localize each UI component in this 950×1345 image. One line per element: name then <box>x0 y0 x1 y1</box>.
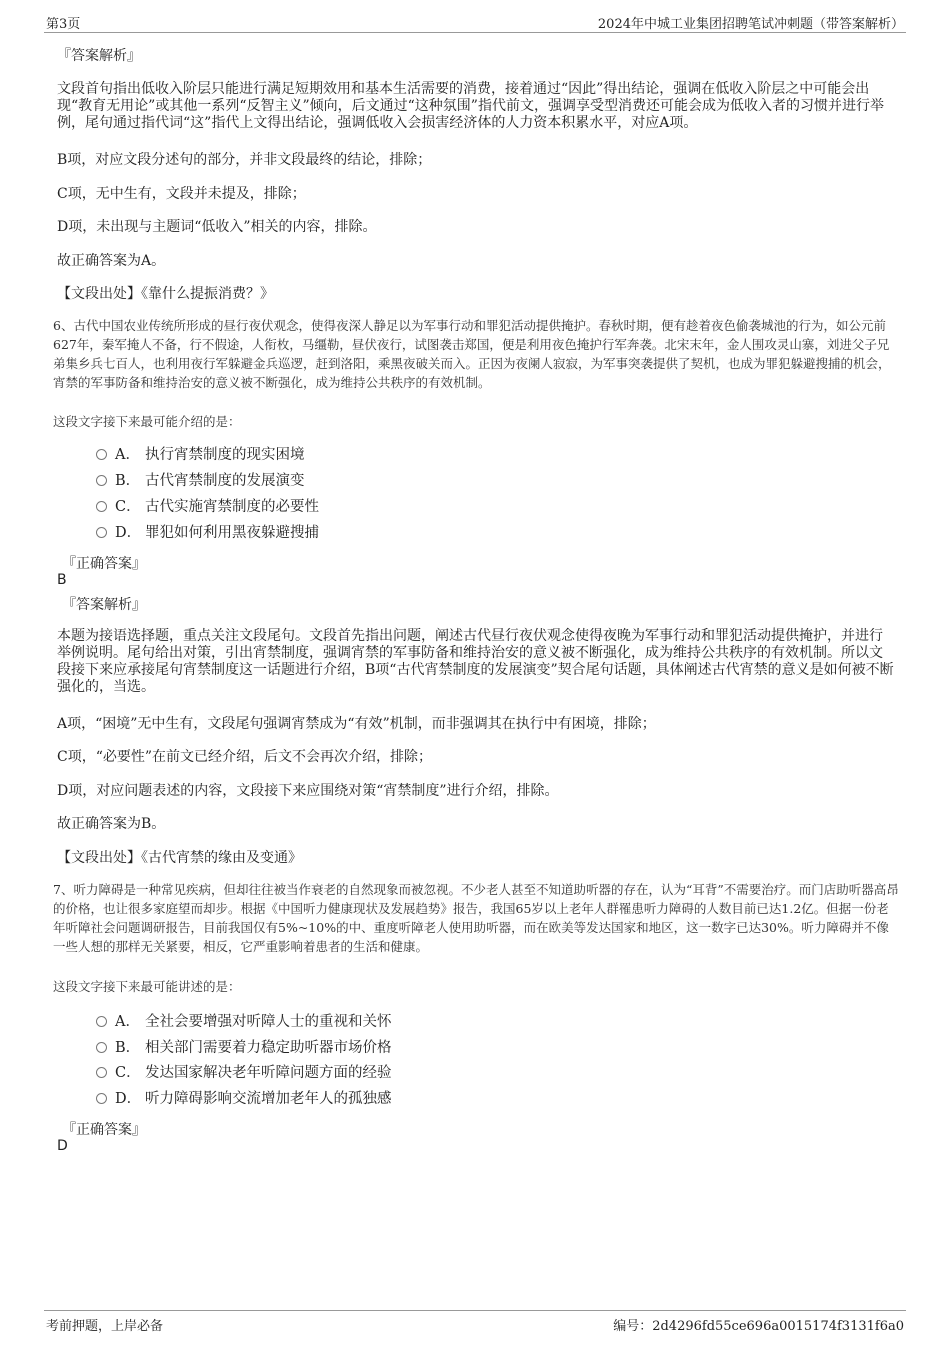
page-footer <box>44 1310 906 1335</box>
answer-analysis-text: 本题为接语选择题，重点关注文段尾句。文段首先指出问题，阐述古代昼行夜伏观念使得夜晚为军事行动和罪犯活动提供掩护，并进行举例说明。尾句给出对策，引出宵禁制度，强调宵禁的军事防备和维持治安的意义被不断强化，成为维持公共秩序的有效机制。所以文段接下来应承接尾句宵禁制度这一话题进行介绍，B项“古代宵禁制度的发展演变”契合尾句话题，具体阐述古代宵禁的意义是如何被不断强化的，当选。 <box>57 628 894 695</box>
correct-answer: B <box>57 572 67 588</box>
q6-option-a[interactable]: A． 执行宵禁制度的现实困境 <box>96 445 305 465</box>
q7-option-c[interactable]: C． 发达国家解决老年听障问题方面的经验 <box>96 1063 392 1083</box>
question-7-prompt: 这段文字接下来最可能讲述的是： <box>53 979 241 994</box>
correct-answer: D <box>57 1138 68 1154</box>
option-a-explanation: A项，“困境”无中生有，文段尾句强调宵禁成为“有效”机制，而非强调其在执行中有困境，排除； <box>57 716 656 732</box>
answer-analysis-label: 『答案解析』 <box>57 48 141 64</box>
q7-option-b[interactable]: B． 相关部门需要着力稳定助听器市场价格 <box>96 1038 392 1058</box>
option-d-explanation: D项，对应问题表述的内容，文段接下来应围绕对策“宵禁制度”进行介绍，排除。 <box>57 783 559 799</box>
q7-option-d[interactable]: D． 听力障碍影响交流增加老年人的孤独感 <box>96 1089 392 1109</box>
document-id: 编号：2d4296fd55ce696a0015174f3131f6a0 <box>613 1319 904 1334</box>
q6-option-d[interactable]: D． 罪犯如何利用黑夜躲避搜捕 <box>96 523 319 543</box>
text-source: 【文段出处】《靠什么提振消费？》 <box>57 286 274 302</box>
option-c-explanation: C项，无中生有，文段并未提及，排除； <box>57 186 306 202</box>
page-header <box>44 12 906 33</box>
answer-analysis-label: 『答案解析』 <box>62 597 146 613</box>
radio-icon[interactable] <box>96 1016 107 1027</box>
answer-analysis-text: 文段首句指出低收入阶层只能进行满足短期效用和基本生活需要的消费，接着通过“因此”得出结论，强调在低收入阶层之中可能会出现“教育无用论”或其他一系列“反智主义”倾向，后文通过“这种氛围”指代前文，强调享受型消费还可能会成为低收入者的习惯并进行举例，尾句通过指代词“这”指代上文得出结论，强调低收入会损害经济体的人力资本积累水平，对应A项。 <box>57 81 884 131</box>
q7-option-a[interactable]: A． 全社会要增强对听障人士的重视和关怀 <box>96 1012 392 1032</box>
radio-icon[interactable] <box>96 527 107 538</box>
radio-icon[interactable] <box>96 501 107 512</box>
radio-icon[interactable] <box>96 1067 107 1078</box>
answer-conclusion: 故正确答案为A。 <box>57 253 166 269</box>
answer-conclusion: 故正确答案为B。 <box>57 816 166 832</box>
page-number: 第3页 <box>46 17 81 32</box>
option-c-explanation: C项，“必要性”在前文已经介绍，后文不会再次介绍，排除； <box>57 749 433 765</box>
correct-answer-label: 『正确答案』 <box>62 1122 146 1138</box>
document-title: 2024年中城工业集团招聘笔试冲刺题（带答案解析） <box>597 17 904 32</box>
question-6-text: 6、古代中国农业传统所形成的昼行夜伏观念，使得夜深人静足以为军事行动和罪犯活动提供掩护。春秋时期，便有趁着夜色偷袭城池的行为，如公元前627年，秦军掩人不备，行不假途，人衔枚，马缰勒，昼伏夜行，试图袭击郑国，便是利用夜色掩护行军奔袭。北宋末年，金人围攻灵山寨，刘进父子兄弟集乡兵七百人，也利用夜行军躲避金兵巡逻，赶到洛阳，乘黑夜破关而入。正因为夜阑人寂寂，为军事突袭提供了契机，也成为罪犯躲避搜捕的机会，宵禁的军事防备和维持治安的意义被不断强化，成为维持公共秩序的有效机制。 <box>53 318 891 390</box>
question-6-prompt: 这段文字接下来最可能介绍的是： <box>53 414 241 429</box>
option-b-explanation: B项，对应文段分述句的部分，并非文段最终的结论，排除； <box>57 152 432 168</box>
option-d-explanation: D项，未出现与主题词“低收入”相关的内容，排除。 <box>57 219 377 235</box>
footer-slogan: 考前押题，上岸必备 <box>46 1319 164 1334</box>
radio-icon[interactable] <box>96 1093 107 1104</box>
text-source: 【文段出处】《古代宵禁的缘由及变通》 <box>57 850 302 866</box>
correct-answer-label: 『正确答案』 <box>62 556 146 572</box>
radio-icon[interactable] <box>96 449 107 460</box>
q6-option-c[interactable]: C． 古代实施宵禁制度的必要性 <box>96 497 319 517</box>
radio-icon[interactable] <box>96 1042 107 1053</box>
radio-icon[interactable] <box>96 475 107 486</box>
q6-option-b[interactable]: B． 古代宵禁制度的发展演变 <box>96 471 305 491</box>
question-7-text: 7、听力障碍是一种常见疾病，但却往往被当作衰老的自然现象而被忽视。不少老人甚至不知道助听器的存在，认为“耳背”不需要治疗。而门店助听器高昂的价格，也让很多家庭望而却步。根据《中国听力健康现状及发展趋势》报告，我国65岁以上老年人群罹患听力障碍的人数目前已达1.2亿。但据一份老年听障社会问题调研报告，目前我国仅有5%~10%的中、重度听障老人使用助听器，而在欧美等发达国家和地区，这一数字已达30%。听力障碍并不像一些人想的那样无关紧要，相反，它严重影响着患者的生活和健康。 <box>53 882 899 954</box>
